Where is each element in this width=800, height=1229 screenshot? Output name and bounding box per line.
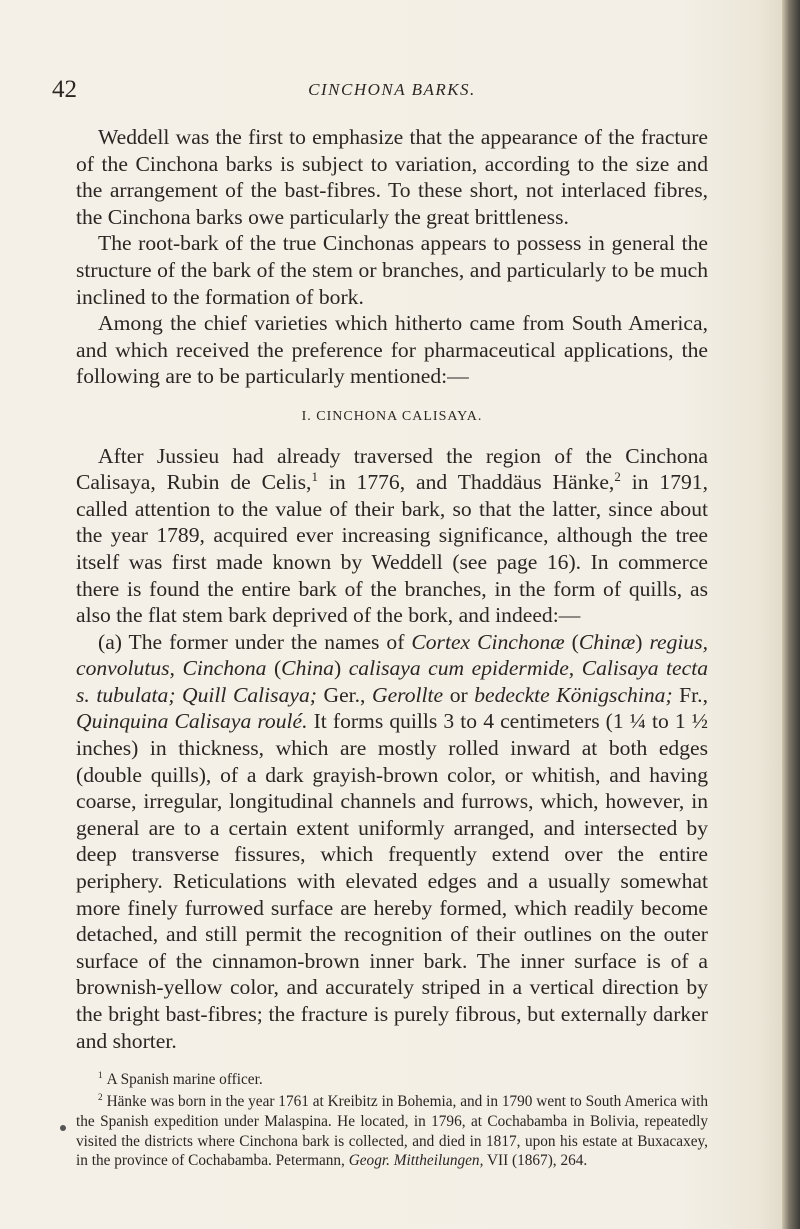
paragraph: The root-bark of the true Cinchonas appears to possess in general the structure of the bark of the stem or branches, and particularly to be much inclined to the formation of bork.	[76, 231, 708, 309]
footnote-mark: 1	[98, 1070, 103, 1081]
page-number: 42	[52, 76, 77, 103]
section-heading: I. CINCHONA CALISAYA.	[301, 408, 483, 424]
text-run: It forms quills 3 to 4 centimeters (	[307, 709, 613, 734]
footnote-ref: 1	[311, 468, 318, 484]
footnote	[76, 1070, 708, 1090]
paragraph	[76, 443, 708, 629]
text-run: )	[635, 629, 650, 654]
text-run: Ger.,	[316, 682, 372, 707]
page-edge-shadow	[782, 0, 800, 1229]
page-header	[52, 76, 732, 106]
text-run: (a) The former under the names of	[98, 629, 412, 654]
ink-mark	[60, 1125, 66, 1131]
german-term: bedeckte Königschina;	[474, 682, 673, 707]
footnote-text: A Spanish marine officer.	[106, 1071, 263, 1089]
latin-term: calisaya cum epidermide, Calisaya tecta s. tubulata; Quill Calisaya;	[76, 656, 708, 707]
footnotes	[76, 1070, 708, 1171]
citation-title: Geogr. Mittheilungen,	[348, 1152, 484, 1170]
citation-rest: VII (1867), 264.	[483, 1152, 588, 1170]
latin-term: regius, convolutus, Cinchona	[76, 629, 709, 681]
footnote-text: Hänke was born in the year 1761 at Kreibitz in Bohemia, and in 1790 went to South America with the Spanish expedition under Malaspina. He located, in 1796, at Cochabamba in Bolivia, repeatedly visited the districts where Cinchona bark is collected, and died in 1817, upon his estate at Buxacaxey, in the province of Cochabamba. Petermann,	[76, 1092, 708, 1170]
french-term: Quinquina Calisaya roulé.	[76, 709, 308, 734]
text-run: (	[266, 656, 282, 681]
text-run: (	[564, 629, 579, 654]
latin-term: China	[281, 656, 334, 681]
text-run: inches) in thickness, which are mostly rolled inward at both edges (double quills), of a dark grayish-brown color, or whitish, and having coarse, irregular, longitudinal channels and furrows, which, however, in general are to a certain extent uniformly arranged, and intersected by deep transverse fissures, which frequently extend over the entire periphery. Reticulations with elevated edges and a usually somewhat more finely furrowed surface are hereby formed, which readily become detached, and still permit the recognition of their outlines on the outer surface of the cinnamon-brown inner bark. The inner surface is of a brownish-yellow color, and accurately striped in a vertical direction by the bright bast-fibres; the fracture is purely fibrous, but externally darker and shorter.	[76, 736, 708, 1053]
paragraph	[76, 629, 708, 1055]
fraction-range: 1 ¼ to 1 ½	[612, 709, 708, 734]
footnote-ref: 2	[614, 468, 621, 484]
text-run: After Jussieu had already traversed the region of the Cinchona Calisaya, Rubin de Celis,	[76, 443, 708, 495]
text-run: or	[443, 682, 475, 707]
paragraph: Weddell was the first to emphasize that the appearance of the fracture of the Cinchona barks is subject to variation, according to the size and the arrangement of the bast-fibres. To these short, not interlaced fibres, the Cinchona barks owe particularly the great brittleness.	[76, 125, 708, 229]
text-run: Fr.,	[672, 682, 708, 707]
latin-term: Cortex Cinchonæ	[411, 629, 565, 654]
german-term: Gerollte	[371, 682, 444, 707]
footnote-mark: 2	[98, 1091, 103, 1102]
latin-term: Chinæ	[578, 629, 636, 654]
running-head: CINCHONA BARKS.	[308, 80, 476, 99]
text-run: in 1776, and Thaddäus Hänke,	[317, 470, 615, 495]
body-text	[76, 124, 708, 1173]
paragraph: Among the chief varieties which hitherto came from South America, and which received the preference for pharmaceutical applications, the following are to be particularly mentioned:—	[76, 311, 708, 389]
text-run: )	[333, 656, 349, 681]
footnote	[76, 1092, 708, 1171]
text-run: in 1791, called attention to the value of their bark, so that the latter, since about the year 1789, acquired ever increasing significance, although the tree itself was first made known by Weddell (see page 16). In commerce there is found the entire bark of the branches, in the form of quills, as also the flat stem bark deprived of the bork, and indeed:—	[76, 470, 709, 628]
